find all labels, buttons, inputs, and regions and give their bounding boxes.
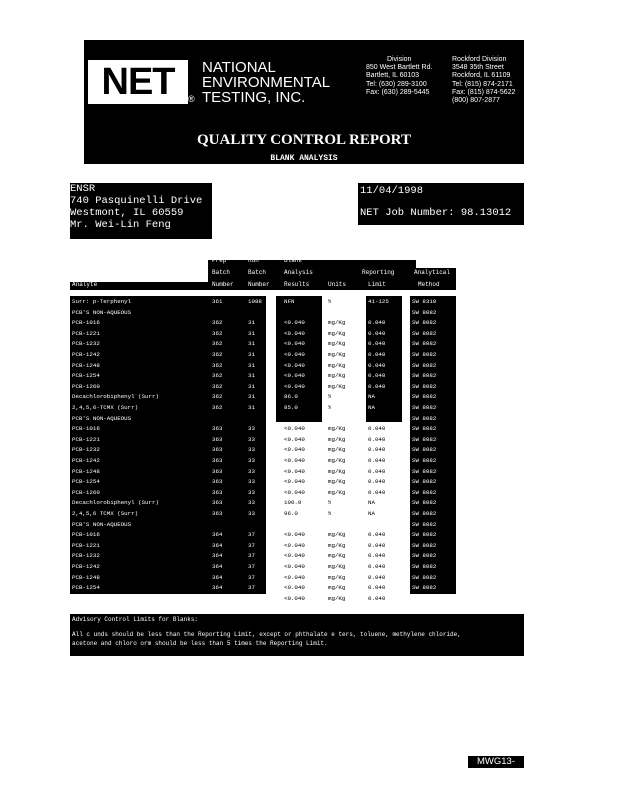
cell-limit: 0.040 — [368, 361, 386, 369]
net-logo: NET — [88, 60, 188, 104]
cell-units: mg/Kg — [328, 584, 346, 592]
table-row — [0, 467, 618, 477]
cell-prep: 362 — [212, 329, 223, 337]
cell-analyte: PCB-1254 — [72, 372, 100, 380]
cell-method: SW 8082 — [412, 520, 437, 528]
cell-analyte: PCB-1016 — [72, 319, 100, 327]
cell-run: 31 — [248, 351, 255, 358]
cell-run: 37 — [248, 573, 255, 581]
cell-method: SW 8082 — [412, 467, 437, 475]
table-row — [0, 583, 618, 593]
cell-method: SW 8082 — [412, 340, 437, 348]
cell-method: SW 8082 — [412, 372, 437, 380]
division-title: Division — [386, 56, 412, 63]
cell-run: 1088 — [248, 298, 262, 305]
cell-analyte: Surr: p-Terphenyl — [72, 298, 132, 305]
cell-method: SW 8082 — [412, 541, 437, 549]
header-run-2: Batch — [248, 269, 267, 276]
header-reporting-1: Reporting — [362, 269, 395, 276]
advisory-title: Advisory Control Limits for Blanks: — [72, 616, 199, 623]
cell-units: mg/Kg — [328, 382, 346, 390]
cell-limit: NA — [368, 499, 375, 507]
cell-analyte: Decachlorobiphenyl (Surr) — [72, 499, 159, 507]
cell-units: mg/Kg — [328, 435, 346, 443]
cell-analyte: PCB-1260 — [72, 382, 100, 390]
cell-run: 33 — [248, 478, 255, 486]
cell-method: SW 8082 — [412, 425, 437, 433]
cell-result: <0.040 — [284, 573, 305, 581]
cell-result: <0.040 — [284, 552, 305, 560]
cell-limit: 0.040 — [368, 531, 386, 539]
cell-run: 33 — [248, 457, 255, 464]
division-line: 850 West Bartlett Rd. — [366, 64, 433, 72]
division-line: Bartlett, IL 60103 — [366, 72, 420, 80]
client-contact: Mr. Wei-Lin Feng — [70, 219, 171, 231]
cell-limit: 0.040 — [368, 382, 386, 390]
cell-limit: NA — [368, 510, 375, 517]
cell-prep: 363 — [212, 425, 223, 433]
cell-method: SW 8082 — [412, 308, 437, 316]
cell-analyte: PCB-1016 — [72, 425, 100, 433]
cell-result: <0.040 — [284, 457, 305, 464]
cell-prep: 362 — [212, 351, 223, 358]
cell-method: SW 8082 — [412, 552, 437, 560]
rockford-division-address — [452, 56, 515, 105]
cell-limit: 0.040 — [368, 340, 386, 348]
cell-result: 96.0 — [284, 510, 298, 517]
table-row — [0, 435, 618, 445]
table-row — [0, 530, 618, 540]
cell-prep: 363 — [212, 488, 223, 496]
cell-units: mg/Kg — [328, 488, 346, 496]
cell-analyte: PCB-1232 — [72, 552, 100, 560]
cell-prep: 364 — [212, 563, 223, 570]
cell-limit: 41-125 — [368, 298, 389, 305]
cell-run: 37 — [248, 531, 255, 539]
report-title-bar — [84, 122, 524, 164]
cell-analyte: PCB-1242 — [72, 563, 100, 570]
cell-analyte: Decachlorobiphenyl (Surr) — [72, 393, 159, 401]
cell-limit: 0.040 — [368, 573, 386, 581]
cell-run: 31 — [248, 361, 255, 369]
cell-units: % — [328, 298, 332, 305]
cell-limit: 0.040 — [368, 329, 386, 337]
cell-result: <0.040 — [284, 361, 305, 369]
table-row — [0, 403, 618, 413]
advisory-block — [70, 614, 524, 656]
client-street: 740 Pasquinelli Drive — [70, 195, 203, 207]
cell-limit: 0.040 — [368, 372, 386, 380]
cell-limit: 0.040 — [368, 351, 386, 358]
cell-prep: 364 — [212, 584, 223, 592]
cell-units: mg/Kg — [328, 573, 346, 581]
table-row — [0, 594, 618, 604]
cell-prep: 362 — [212, 319, 223, 327]
cell-units: mg/Kg — [328, 552, 346, 560]
cell-prep: 363 — [212, 499, 223, 507]
cell-method: SW 8082 — [412, 457, 437, 464]
cell-method: SW 8082 — [412, 351, 437, 358]
cell-analyte: PCB-1221 — [72, 541, 100, 549]
cell-units: % — [328, 499, 332, 507]
cell-analyte: PCB-1248 — [72, 467, 100, 475]
cell-result: <0.040 — [284, 351, 305, 358]
client-address-block — [70, 183, 212, 239]
cell-run: 37 — [248, 584, 255, 592]
cell-prep: 364 — [212, 531, 223, 539]
cell-run: 37 — [248, 541, 255, 549]
cell-limit: 0.040 — [368, 478, 386, 486]
table-row — [0, 573, 618, 583]
cell-method: SW 8082 — [412, 531, 437, 539]
cell-analyte: PCB-1232 — [72, 340, 100, 348]
report-subtitle: BLANK ANALYSIS — [270, 154, 338, 163]
cell-method: SW 8082 — [412, 488, 437, 496]
division-line: Tel: (630) 289-3100 — [366, 80, 427, 88]
cell-run: 31 — [248, 404, 255, 411]
cell-method: SW 8082 — [412, 414, 437, 422]
cell-analyte: PCB-1221 — [72, 329, 100, 337]
cell-units: mg/Kg — [328, 319, 346, 327]
cell-result: <0.040 — [284, 584, 305, 592]
cell-method: SW 8082 — [412, 393, 437, 401]
table-row — [0, 414, 618, 424]
cell-units: mg/Kg — [328, 563, 346, 570]
division-line: Rockford, IL 61109 — [452, 72, 511, 80]
client-name: ENSR — [70, 183, 96, 195]
cell-prep: 363 — [212, 457, 223, 464]
cell-analyte: PCB-1242 — [72, 351, 100, 358]
table-row — [0, 456, 618, 466]
cell-analyte: PCB-1242 — [72, 457, 100, 464]
cell-result: <0.040 — [284, 563, 305, 570]
cell-run: 33 — [248, 499, 255, 507]
cell-method: SW 8082 — [412, 319, 437, 327]
cell-result: <0.040 — [284, 446, 305, 454]
table-row — [0, 308, 618, 318]
cell-prep: 363 — [212, 510, 223, 517]
cell-units: % — [328, 404, 332, 411]
cell-limit: NA — [368, 393, 375, 401]
cell-method: SW 8082 — [412, 584, 437, 592]
header-blank-3: Results — [284, 281, 310, 288]
cell-limit: 0.040 — [368, 594, 386, 602]
table-row — [0, 392, 618, 402]
cell-prep: 364 — [212, 541, 223, 549]
table-row — [0, 551, 618, 561]
cell-units: mg/Kg — [328, 340, 346, 348]
header-blank-1: Blank — [284, 257, 303, 264]
cell-run: 37 — [248, 552, 255, 560]
cell-method: SW 8082 — [412, 594, 437, 602]
cell-prep: 362 — [212, 404, 223, 411]
cell-analyte: 2,4,5,6 TCMX (Surr) — [72, 510, 139, 517]
cell-result: <0.040 — [284, 478, 305, 486]
cell-prep: 362 — [212, 340, 223, 348]
division-title: Rockford Division — [452, 56, 507, 63]
cell-prep: 363 — [212, 478, 223, 486]
division-line: Tel: (815) 874-2171 — [452, 80, 513, 88]
division-line: 3548 35th Street — [452, 64, 504, 72]
document-number: MWG13-15_23483 — [468, 756, 524, 768]
company-name — [202, 60, 330, 105]
cell-method: SW 8082 — [412, 499, 437, 507]
cell-units: % — [328, 510, 332, 517]
cell-units: mg/Kg — [328, 329, 346, 337]
cell-limit: 0.040 — [368, 435, 386, 443]
table-row — [0, 488, 618, 498]
table-row — [0, 424, 618, 434]
header-reporting-2: Limit — [368, 281, 387, 288]
cell-limit: 0.040 — [368, 552, 386, 560]
cell-units: mg/Kg — [328, 446, 346, 454]
cell-analyte: PCB-1254 — [72, 478, 100, 486]
cell-method: SW 8310 — [412, 298, 437, 305]
cell-run: 31 — [248, 393, 255, 401]
cell-run: 33 — [248, 467, 255, 475]
client-city: Westmont, IL 60559 — [70, 207, 184, 219]
cell-result: <0.040 — [284, 435, 305, 443]
cell-prep: 362 — [212, 372, 223, 380]
cell-method: SW 8082 — [412, 446, 437, 454]
cell-analyte: PCB-1260 — [72, 594, 100, 602]
header-blank-2: Analysis — [284, 269, 313, 276]
cell-run: 31 — [248, 372, 255, 380]
division-line: Fax: (630) 289-5445 — [366, 88, 430, 96]
cell-result: 100.0 — [284, 499, 302, 507]
cell-run: 33 — [248, 510, 255, 517]
cell-method: SW 8082 — [412, 329, 437, 337]
table-row — [0, 318, 618, 328]
cell-method: SW 8082 — [412, 435, 437, 443]
cell-prep: 363 — [212, 446, 223, 454]
cell-units: mg/Kg — [328, 361, 346, 369]
cell-analyte: 2,4,5,6-TCMX (Surr) — [72, 404, 139, 411]
division-address — [366, 56, 432, 97]
cell-limit: 0.040 — [368, 584, 386, 592]
cell-units: % — [328, 393, 332, 401]
cell-run: 31 — [248, 382, 255, 390]
division-line: Fax: (815) 874-5622 — [452, 88, 516, 96]
table-row — [0, 350, 618, 360]
cell-prep: 364 — [212, 594, 223, 602]
cell-analyte: PCB-1016 — [72, 531, 100, 539]
cell-units: mg/Kg — [328, 541, 346, 549]
cell-result: <0.040 — [284, 425, 305, 433]
header-run-1: Run — [248, 257, 259, 264]
cell-analyte: PCB'S NON-AQUEOUS — [72, 520, 132, 528]
cell-method: SW 8082 — [412, 361, 437, 369]
cell-result: 86.0 — [284, 393, 298, 401]
cell-limit: 0.040 — [368, 446, 386, 454]
cell-prep: 362 — [212, 361, 223, 369]
cell-run: 37 — [248, 594, 255, 602]
header-method-1: Analytical — [414, 269, 451, 276]
cell-limit: NA — [368, 404, 375, 411]
cell-limit: 0.040 — [368, 319, 386, 327]
cell-prep: 364 — [212, 552, 223, 560]
report-title: QUALITY CONTROL REPORT — [197, 132, 411, 148]
cell-units: mg/Kg — [328, 457, 346, 464]
cell-units: mg/Kg — [328, 425, 346, 433]
cell-result: <0.040 — [284, 372, 305, 380]
cell-run: 33 — [248, 488, 255, 496]
header-units: Units — [328, 281, 347, 288]
cell-prep: 362 — [212, 393, 223, 401]
company-name-line: ENVIRONMENTAL — [202, 74, 331, 91]
table-row — [0, 562, 618, 572]
cell-result: <0.040 — [284, 488, 305, 496]
cell-analyte: PCB'S NON-AQUEOUS — [72, 414, 132, 422]
report-date: 11/04/1998 — [360, 185, 424, 197]
company-name-line: TESTING, INC. — [202, 89, 306, 106]
table-row — [0, 339, 618, 349]
cell-analyte: PCB-1232 — [72, 446, 100, 454]
cell-prep: 363 — [212, 435, 223, 443]
table-row — [0, 520, 618, 530]
cell-result: 85.0 — [284, 404, 298, 411]
registered-mark: ® — [188, 94, 195, 104]
cell-units: mg/Kg — [328, 531, 346, 539]
cell-run: 33 — [248, 425, 255, 433]
cell-run: 33 — [248, 446, 255, 454]
header-run-3: Number — [248, 281, 270, 288]
cell-run: 31 — [248, 319, 255, 327]
cell-method: SW 8082 — [412, 478, 437, 486]
cell-limit: 0.040 — [368, 488, 386, 496]
cell-limit: 0.040 — [368, 563, 386, 570]
table-row — [0, 361, 618, 371]
table-row — [0, 329, 618, 339]
table-row — [0, 509, 618, 519]
cell-run: 37 — [248, 563, 255, 570]
cell-run: 31 — [248, 340, 255, 348]
cell-prep: 363 — [212, 467, 223, 475]
cell-result: <0.040 — [284, 319, 305, 327]
cell-prep: 362 — [212, 382, 223, 390]
header-prep-1: Prep — [212, 257, 227, 264]
cell-limit: 0.040 — [368, 457, 386, 464]
cell-limit: 0.040 — [368, 467, 386, 475]
job-number: NET Job Number: 98.13012 — [360, 207, 512, 219]
header-method-2: Method — [418, 281, 440, 288]
table-row — [0, 382, 618, 392]
table-row — [0, 297, 618, 307]
cell-limit: 0.040 — [368, 425, 386, 433]
cell-analyte: PCB-1260 — [72, 488, 100, 496]
cell-units: mg/Kg — [328, 478, 346, 486]
letterhead-banner — [84, 40, 524, 122]
cell-method: SW 8082 — [412, 510, 437, 517]
table-row — [0, 477, 618, 487]
cell-result: <0.040 — [284, 340, 305, 348]
advisory-text-1: All c unds should be less than the Reporting Limit, except or phthalate e ters, toluene, methylene chloride, — [72, 631, 461, 638]
cell-run: 33 — [248, 435, 255, 443]
header-prep-3: Number — [212, 281, 234, 288]
cell-analyte: PCB-1248 — [72, 361, 100, 369]
table-row — [0, 541, 618, 551]
cell-result: <0.040 — [284, 594, 305, 602]
division-line: (800) 807-2877 — [452, 97, 500, 105]
cell-method: SW 8082 — [412, 382, 437, 390]
cell-run: 31 — [248, 329, 255, 337]
job-info-block — [358, 183, 524, 225]
table-row — [0, 498, 618, 508]
cell-analyte: PCB-1248 — [72, 573, 100, 581]
header-analyte: Analyte — [72, 281, 98, 288]
cell-result: <0.040 — [284, 329, 305, 337]
table-row — [0, 371, 618, 381]
cell-method: SW 8082 — [412, 563, 437, 570]
cell-units: mg/Kg — [328, 351, 346, 358]
cell-prep: 361 — [212, 298, 223, 305]
cell-result: <0.040 — [284, 467, 305, 475]
cell-analyte: PCB'S NON-AQUEOUS — [72, 308, 132, 316]
cell-method: SW 8082 — [412, 404, 437, 411]
cell-result: <0.040 — [284, 382, 305, 390]
advisory-text-2: acetone and chloro orm should be less than 5 times the Reporting Limit. — [72, 640, 328, 647]
cell-analyte: PCB-1254 — [72, 584, 100, 592]
table-row — [0, 445, 618, 455]
cell-units: mg/Kg — [328, 467, 346, 475]
cell-prep: 364 — [212, 573, 223, 581]
cell-result: <0.040 — [284, 541, 305, 549]
cell-units: mg/Kg — [328, 372, 346, 380]
cell-units: mg/Kg — [328, 594, 346, 602]
cell-analyte: PCB-1221 — [72, 435, 100, 443]
company-name-line: NATIONAL — [202, 59, 276, 76]
cell-limit: 0.040 — [368, 541, 386, 549]
cell-result: <0.040 — [284, 531, 305, 539]
header-prep-2: Batch — [212, 269, 231, 276]
cell-method: SW 8082 — [412, 573, 437, 581]
cell-result: NFN — [284, 298, 295, 305]
